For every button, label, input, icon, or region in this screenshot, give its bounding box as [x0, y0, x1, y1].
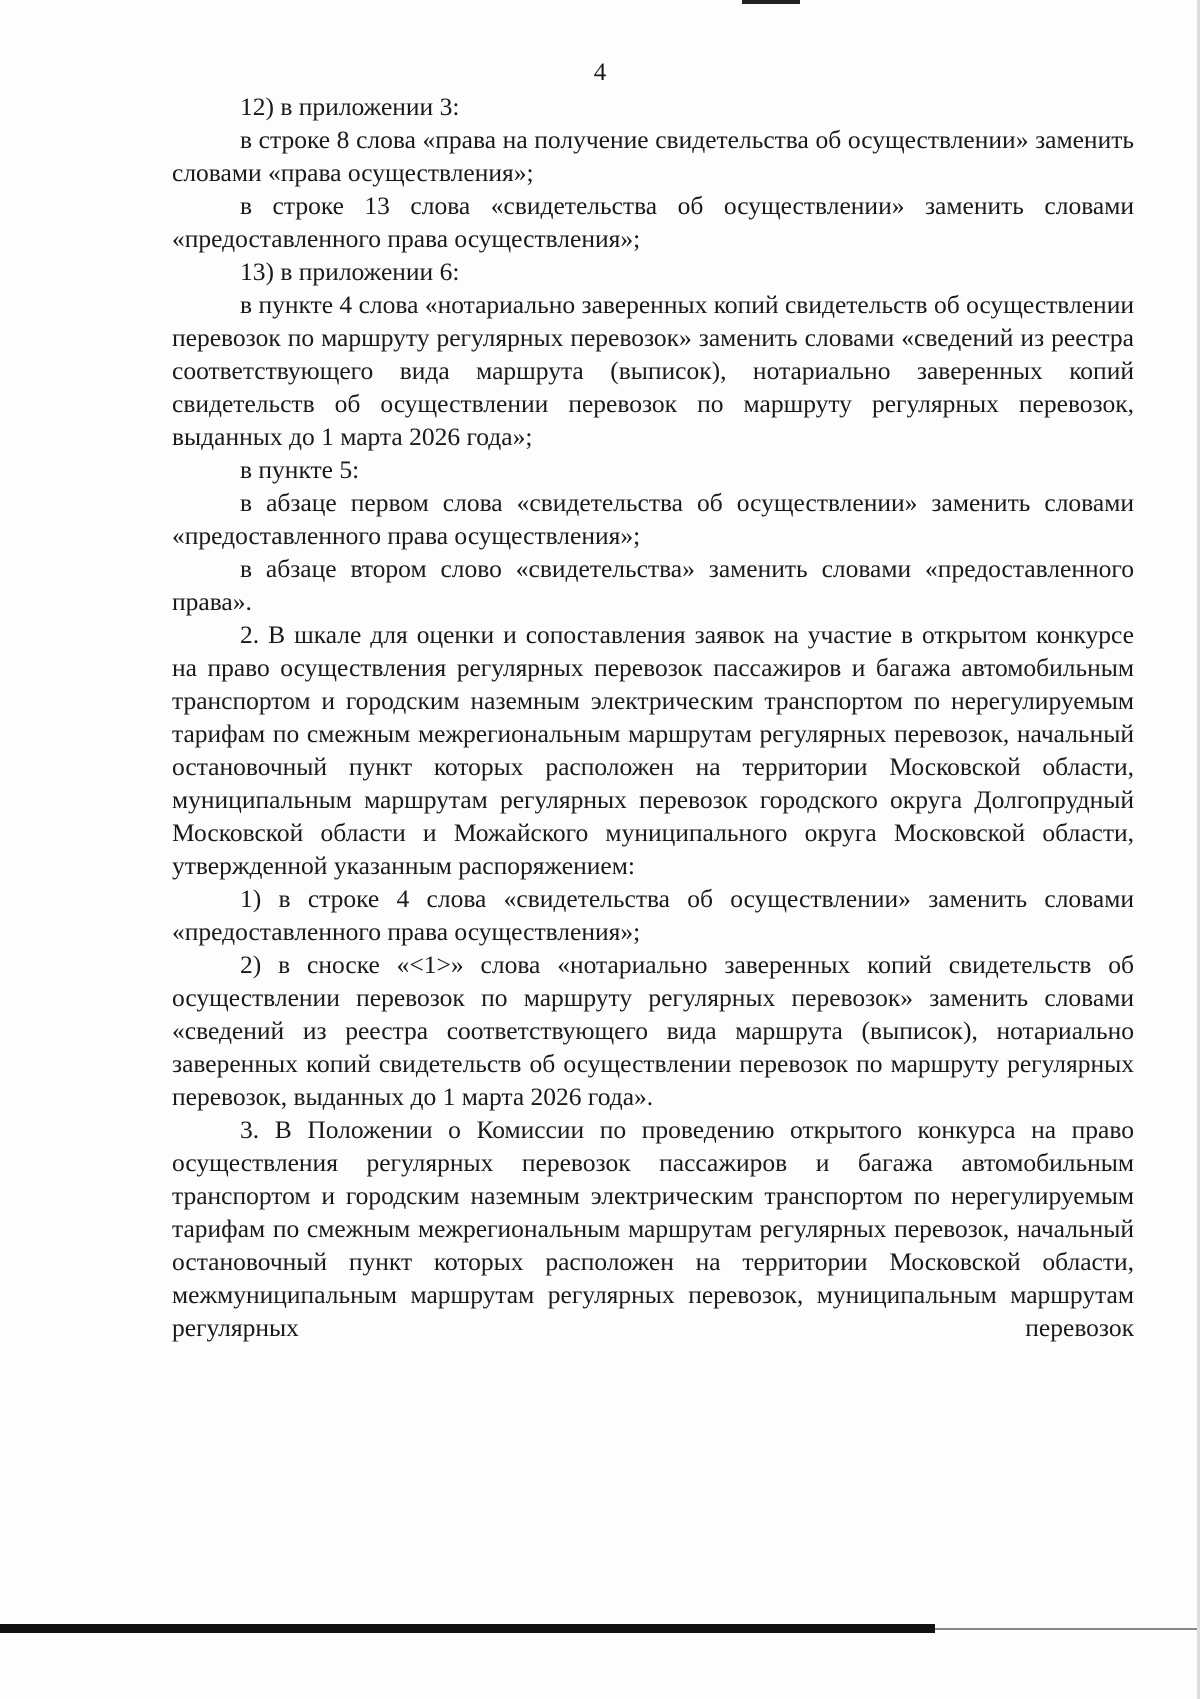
paragraph-abzac-2: в абзаце втором слово «свидетельства» заменить словами «предоставленного права».	[172, 554, 1134, 616]
scan-bottom-bar	[0, 1624, 935, 1633]
paragraph-item-12: 12) в приложении 3:	[240, 92, 460, 121]
paragraph-point-4: в пункте 4 слова «нотариально заверенных копий свидетельств об осуществлении перевозок по маршруту регулярных перевозок» заменить словами «сведений из реестра соответствующего вида маршрута (выписок), нотариально заверенных копий свидетельств об осуществлении перевозок по маршруту регулярных перевозок, выданных до 1 марта 2026 года»;	[172, 290, 1134, 451]
paragraph-abzac-1: в абзаце первом слова «свидетельства об осуществлении» заменить словами «предоставленного права осуществления»;	[172, 488, 1134, 550]
paragraph-section-2-item-2: 2) в сноске «<1>» слова «нотариально заверенных копий свидетельств об осуществлении перевозок по маршруту регулярных перевозок» заменить словами «сведений из реестра соответствующего вида маршрута (выписок), нотариально заверенных копий свидетельств об осуществлении перевозок по маршруту регулярных перевозок, выданных до 1 марта 2026 года».	[172, 950, 1134, 1111]
paragraph-item-13: 13) в приложении 6:	[240, 257, 460, 286]
paragraph-section-2-item-1: 1) в строке 4 слова «свидетельства об осуществлении» заменить словами «предоставленного права осуществления»;	[172, 884, 1134, 946]
paragraph-section-3: 3. В Положении о Комиссии по проведению открытого конкурса на право осуществления регулярных перевозок пассажиров и багажа автомобильным транспортом и городским наземным электрическим транспортом по нерегулируемым тарифам по смежным межрегиональным маршрутам регулярных перевозок, начальный остановочный пункт которых расположен на территории Московской области, межмуниципальным маршрутам регулярных перевозок, муниципальным маршрутам регулярных перевозок	[172, 1115, 1134, 1342]
scan-edge-mark	[742, 0, 800, 4]
paragraph-row-13: в строке 13 слова «свидетельства об осуществлении» заменить словами «предоставленного права осуществления»;	[172, 191, 1134, 253]
scan-bottom-line	[935, 1628, 1200, 1630]
document-body	[172, 90, 1134, 1344]
paragraph-section-2: 2. В шкале для оценки и сопоставления заявок на участие в открытом конкурсе на право осуществления регулярных перевозок пассажиров и багажа автомобильным транспортом и городским наземным электрическим транспортом по нерегулируемым тарифам по смежным межрегиональным маршрутам регулярных перевозок, начальный остановочный пункт которых расположен на территории Московской области, муниципальным маршрутам регулярных перевозок городского округа Долгопрудный Московской области и Можайского муниципального округа Московской области, утвержденной указанным распоряжением:	[172, 620, 1134, 880]
page-number: 4	[593, 59, 607, 86]
paragraph-point-5: в пункте 5:	[240, 455, 360, 484]
paragraph-row-8: в строке 8 слова «права на получение свидетельства об осуществлении» заменить словами «права осуществления»;	[172, 125, 1134, 187]
